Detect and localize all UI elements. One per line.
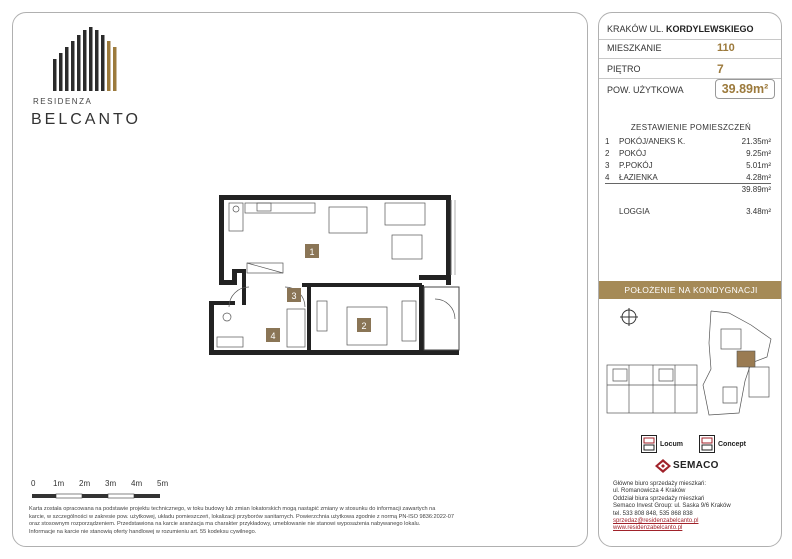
room-name: POKÓJ/ANEKS K. bbox=[619, 137, 686, 146]
info-card bbox=[598, 12, 782, 547]
rooms-title: ZESTAWIENIE POMIESZCZEŃ bbox=[630, 123, 752, 132]
divider bbox=[599, 39, 782, 40]
room-area: 5.01m² bbox=[746, 161, 771, 170]
room-area: 21.35m² bbox=[741, 137, 771, 146]
room-num: 1 bbox=[605, 137, 610, 146]
room-label-3: 3 bbox=[291, 291, 297, 301]
logo-title: BELCANTO bbox=[31, 111, 141, 128]
scale-label: 1m bbox=[53, 479, 65, 488]
room-name: POKÓJ bbox=[619, 149, 647, 158]
contact-line: ul. Romanowicza 4 Kraków bbox=[613, 488, 686, 495]
room-num: 3 bbox=[605, 161, 610, 170]
area-label: POW. UŻYTKOWA bbox=[607, 85, 684, 95]
room-area: 4.28m² bbox=[746, 173, 771, 182]
room-row bbox=[605, 137, 771, 147]
apartment-number: 110 bbox=[717, 42, 735, 54]
contact-line: Semaco Invest Group: ul. Saska 9/6 Kraków bbox=[613, 503, 731, 510]
logo-subtitle: RESIDENZA bbox=[33, 97, 93, 106]
compass-icon bbox=[620, 308, 638, 326]
floor-number: 7 bbox=[717, 62, 724, 76]
room-row bbox=[605, 149, 771, 159]
room-row bbox=[605, 161, 771, 171]
room-area: 9.25m² bbox=[746, 149, 771, 158]
loggia-row bbox=[619, 207, 771, 217]
divider bbox=[605, 183, 771, 184]
contact-info bbox=[613, 481, 773, 533]
brand-locum: Locum bbox=[660, 441, 683, 448]
scale-label: 2m bbox=[79, 479, 91, 488]
room-num: 4 bbox=[605, 173, 610, 182]
disclaimer-text bbox=[29, 506, 589, 536]
disclaimer-line: karcie, w szczególności w zakresie pow. użytkowej, układu pomieszczeń, lokalizacji przyborów sanitarnych. Powierzchnia użytkowa zgodnie z normą PN-ISO 9836:2022-07 bbox=[29, 513, 455, 520]
logo-bars-icon bbox=[53, 27, 123, 91]
contact-line: Oddział biura sprzedaży mieszkań bbox=[613, 495, 705, 502]
disclaimer-line: oraz stosownym rozporządzeniem. Przedstawiona na karcie aranżacja ma charakter przykładowy, umeblowanie nie stanowi wyposażenia nabywanego lokalu. bbox=[29, 521, 421, 528]
floorplan-card bbox=[12, 12, 588, 547]
belcanto-logo bbox=[31, 27, 151, 137]
apartment-label: MIESZKANIE bbox=[607, 43, 662, 53]
room-num: 2 bbox=[605, 149, 610, 158]
area-value: 39.89m² bbox=[715, 79, 775, 99]
room-label-1: 1 bbox=[309, 247, 315, 257]
room-name: ŁAZIENKA bbox=[619, 173, 658, 182]
scale-bar bbox=[31, 479, 181, 507]
total-area: 39.89m² bbox=[741, 185, 771, 194]
rooms-total bbox=[605, 185, 771, 195]
room-name: P.POKÓJ bbox=[619, 161, 653, 170]
disclaimer-line: Karta została opracowana na podstawie projektu technicznego, w toku budowy lub zmian lokatorskich mogą nastąpić zmiany w stosunku do informacji zawartych na bbox=[29, 506, 436, 512]
room-label-2: 2 bbox=[361, 321, 367, 331]
semaco-diamond-icon bbox=[655, 459, 671, 473]
semaco-label: SEMACO bbox=[673, 460, 719, 471]
scale-label: 4m bbox=[131, 479, 143, 488]
address bbox=[607, 24, 754, 34]
contact-line: tel. 533 808 848, 535 868 838 bbox=[613, 510, 693, 517]
partner-logos bbox=[637, 435, 767, 457]
contact-website-link[interactable]: www.residenzabelcanto.pl bbox=[613, 525, 683, 532]
scale-label: 0 bbox=[31, 479, 36, 488]
scale-label: 5m bbox=[157, 479, 169, 488]
disclaimer-line: Informacje na karcie nie stanowią oferty handlowej w rozumieniu art. 55 kodeksu cywilnego. bbox=[29, 528, 257, 535]
site-plan-map bbox=[599, 303, 782, 429]
apartment-location-highlight bbox=[737, 351, 755, 367]
scale-label: 3m bbox=[105, 479, 117, 488]
contact-email-link[interactable]: sprzedaz@residenzabelcanto.pl bbox=[613, 518, 699, 525]
contact-line: Główne biuro sprzedaży mieszkań: bbox=[613, 481, 707, 487]
concept-logo-icon bbox=[699, 435, 715, 453]
loggia-area: 3.48m² bbox=[746, 207, 771, 216]
semaco-logo bbox=[655, 459, 765, 473]
floor-label: PIĘTRO bbox=[607, 64, 641, 74]
brand-concept: Concept bbox=[718, 441, 746, 448]
divider bbox=[599, 58, 782, 59]
locum-logo-icon bbox=[641, 435, 657, 453]
address-prefix: KRAKÓW UL. bbox=[607, 24, 664, 34]
apartment-floorplan bbox=[207, 189, 477, 359]
address-street: KORDYLEWSKIEGO bbox=[666, 24, 754, 34]
room-row bbox=[605, 173, 771, 183]
location-banner: POŁOŻENIE NA KONDYGNACJI bbox=[599, 281, 782, 299]
loggia-label: LOGGIA bbox=[619, 207, 650, 216]
room-label-4: 4 bbox=[270, 331, 276, 341]
scale-ruler bbox=[31, 491, 181, 501]
